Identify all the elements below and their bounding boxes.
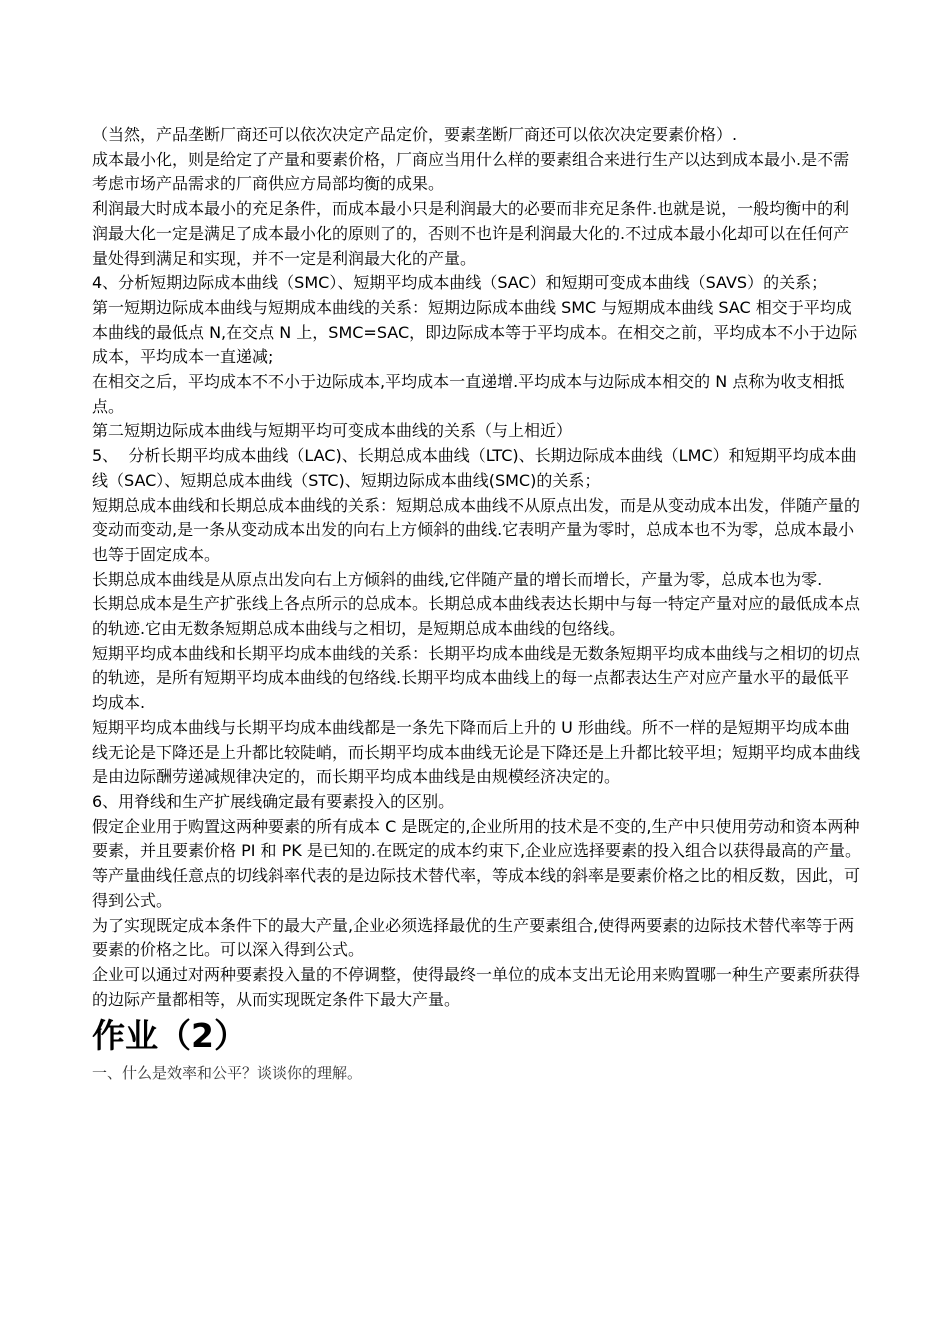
document-content (92, 123, 862, 1086)
paragraph-smc-sac: 第一短期边际成本曲线与短期成本曲线的关系：短期边际成本曲线 SMC 与短期成本曲线 SAC 相交于平均成本曲线的最低点 N,在交点 N 上，SMC=SAC，即边际成本等于平均成本。在相交之前，平均成本不小于边际成本，平均成本一直递减; (92, 297, 858, 367)
paragraph-profit-maximization: 利润最大时成本最小的充足条件，而成本最小只是利润最大的必要而非充足条件.也就是说，一般均衡中的利润最大化一定是满足了成本最小化的原则了的，否则不也许是利润最大化的.不过成本最小化却可以在任何产量处得到满足和实现，并不一定是利润最大化的产量。 (92, 199, 850, 268)
paragraph-fixed-cost-assumption: 假定企业用于购置这两种要素的所有成本 C 是既定的,企业所用的技术是不变的,生产中只使用劳动和资本两种要素，并且要素价格 PI 和 PK 是已知的.在既定的成本约束下,企业应选择要素的投入组合以获得最高的产量。 (92, 816, 862, 861)
paragraph-marginal-equalization: 企业可以通过对两种要素投入量的不停调整，使得最终一单位的成本支出无论用来购置哪一种生产要素所获得的边际产量都相等，从而实现既定条件下最大产量。 (92, 964, 861, 1009)
paragraph-ltc-origin: 长期总成本曲线是从原点出发向右上方倾斜的曲线,它伴随产量的增长而增长，产量为零，总成本也为零. (92, 569, 823, 589)
paragraph-u-shape: 短期平均成本曲线与长期平均成本曲线都是一条先下降而后上升的 U 形曲线。所不一样的是短期平均成本曲线无论是下降还是上升都比较陡峭，而长期平均成本曲线无论是下降还是上升都比较平坦；短期平均成本曲线是由边际酬劳递减规律决定的，而长期平均成本曲线是由规模经济决定的。 (92, 717, 861, 787)
homework-heading: 作业（2） (92, 1016, 247, 1056)
paragraph-sac-lac: 短期平均成本曲线和长期平均成本曲线的关系：长期平均成本曲线是无数条短期平均成本曲线与之相切的切点的轨迹，是所有短期平均成本曲线的包络线.长期平均成本曲线上的每一点都表达生产对应产量水平的最低平均成本. (92, 643, 861, 713)
paragraph-stc-ltc: 短期总成本曲线和长期总成本曲线的关系：短期总成本曲线不从原点出发，而是从变动成本出发，伴随产量的变动而变动,是一条从变动成本出发的向右上方倾斜的曲线.它表明产量为零时，总成本也不为零，总成本最小也等于固定成本。 (92, 495, 861, 564)
paragraph-after-intersection: 在相交之后，平均成本不不小于边际成本,平均成本一直递增.平均成本与边际成本相交的 N 点称为收支相抵点。 (92, 372, 845, 416)
paragraph-isoquant-slope: 等产量曲线任意点的切线斜率代表的是边际技术替代率，等成本线的斜率是要素价格之比的相反数，因此，可得到公式。 (92, 866, 861, 910)
paragraph-intro-monopoly: （当然，产品垄断厂商还可以依次决定产品定价，要素垄断厂商还可以依次决定要素价格）. (92, 125, 738, 144)
question-5-title: 5、 分析长期平均成本曲线（LAC)、长期总成本曲线（LTC)、长期边际成本曲线（LMC）和短期平均成本曲线（SAC）、短期总成本曲线（STC)、短期边际成本曲线(SMC)的关系； (92, 446, 857, 490)
paragraph-optimal-combination: 为了实现既定成本条件下的最大产量,企业必须选择最优的生产要素组合,使得两要素的边际技术替代率等于两要素的价格之比。可以深入得到公式。 (92, 915, 855, 960)
paragraph-ltc-envelope: 长期总成本是生产扩张线上各点所示的总成本。长期总成本曲线表达长期中与每一特定产量对应的最低成本点的轨迹.它由无数条短期总成本曲线与之相切，是短期总成本曲线的包络线。 (92, 594, 861, 639)
question-4-title: 4、分析短期边际成本曲线（SMC）、短期平均成本曲线（SAC）和短期可变成本曲线（SAVS）的关系； (92, 273, 828, 293)
question-6-title: 6、用脊线和生产扩展线确定最有要素投入的区别。 (92, 791, 455, 811)
paragraph-cost-minimization: 成本最小化，则是给定了产量和要素价格，厂商应当用什么样的要素组合来进行生产以达到成本最小.是不需考虑市场产品需求的厂商供应方局部均衡的成果。 (92, 149, 850, 194)
paragraph-smc-savc: 第二短期边际成本曲线与短期平均可变成本曲线的关系（与上相近） (92, 421, 573, 441)
homework-question-1: 一、什么是效率和公平？谈谈你的理解。 (92, 1064, 363, 1083)
